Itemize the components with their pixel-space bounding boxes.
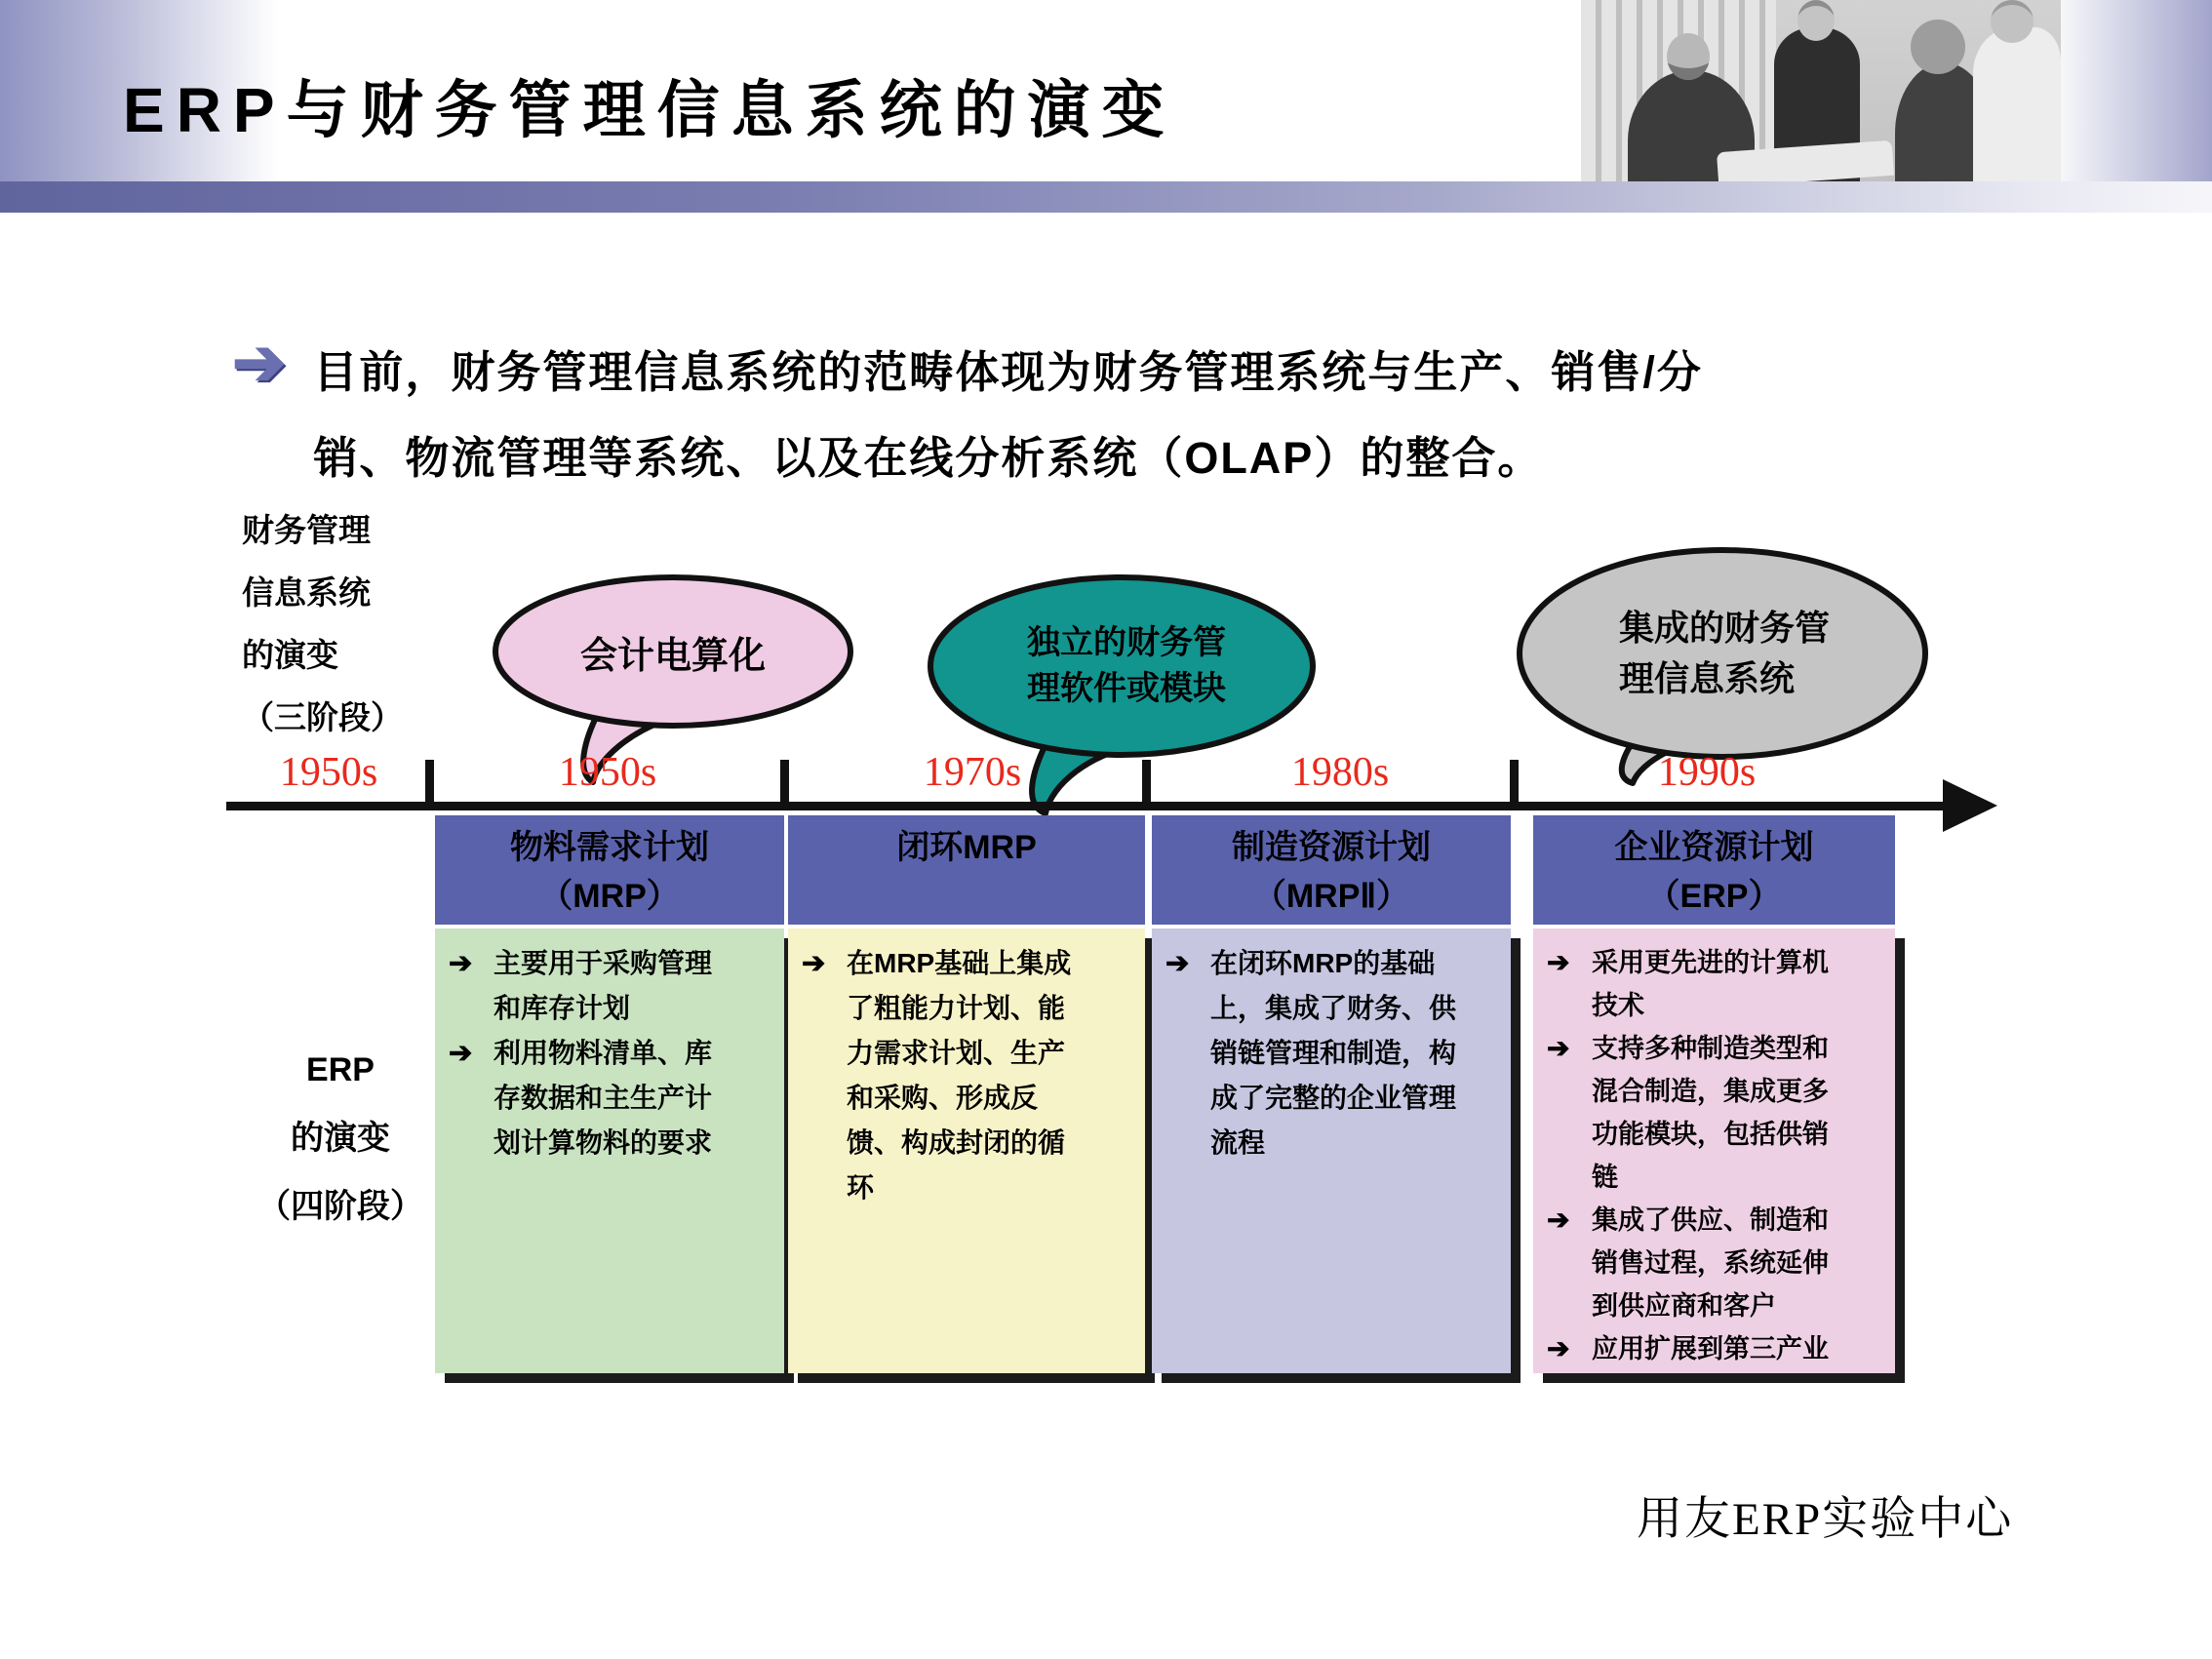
timeline-year-label: 1950s [279, 750, 378, 795]
stage-bullet [1547, 941, 1883, 1027]
bubble-text [488, 573, 858, 730]
stage-bullet [1547, 1027, 1883, 1199]
bullet-text: 采用更先进的计算机技术 [1592, 948, 1829, 1020]
bullet-text: 在闭环MRP的基础上，集成了财务、供销链管理和制造，构成了完整的企业管理流程 [1210, 948, 1457, 1158]
title-underline-bar [0, 181, 2212, 213]
fmis-label-line: 的演变 [242, 637, 338, 673]
timeline-tick [1510, 760, 1519, 805]
bullet-arrow-icon: ➔ [449, 948, 473, 979]
intro-text [313, 330, 1703, 501]
bullet-text: 应用扩展到第三产业 [1592, 1334, 1829, 1363]
timeline-tick [1142, 760, 1151, 805]
bubble-line: 独立的财务管 [1027, 624, 1226, 661]
footer-credit: 用友ERP实验中心 [1637, 1494, 2014, 1545]
timeline-year-label: 1950s [558, 750, 657, 795]
stage-header-line: 企业资源计划 [1614, 829, 1814, 866]
intro-arrow-icon: ➔ [232, 326, 287, 398]
bubble-line: 理软件或模块 [1027, 670, 1226, 707]
stage-header-line: 闭环MRP [896, 829, 1037, 866]
photo-seated-man-head [1667, 33, 1710, 80]
stage-box-mrp2 [1152, 928, 1511, 1373]
bullet-text: 在MRP基础上集成了粗能力计划、能力需求计划、生产和采购、形成反馈、构成封闭的循环 [847, 948, 1072, 1203]
stage-bullet [1547, 1327, 1883, 1370]
stage-bullet [1165, 941, 1499, 1165]
bubble-line: 会计电算化 [579, 635, 766, 677]
bubble-text [927, 573, 1326, 759]
stage-box-erp [1533, 928, 1895, 1373]
speech-bubble-accounting-computerization [488, 573, 858, 793]
bullet-arrow-icon: ➔ [449, 1038, 473, 1069]
bullet-text: 支持多种制造类型和混合制造，集成更多功能模块，包括供销链 [1592, 1034, 1829, 1192]
stage-box-closed-loop-mrp [788, 928, 1145, 1373]
intro-line: 销、物流管理等系统、以及在线分析系统（OLAP）的整合。 [313, 433, 1544, 483]
stage-bullet [449, 941, 772, 1031]
stage-bullet [802, 941, 1133, 1210]
bubble-line: 理信息系统 [1619, 658, 1796, 698]
bullet-text: 利用物料清单、库存数据和主生产计划计算物料的要求 [494, 1038, 713, 1158]
bullet-arrow-icon: ➔ [1547, 1205, 1570, 1235]
stage-header-line: （MRP） [539, 878, 680, 915]
stage-header-erp [1533, 815, 1895, 925]
top-right-gradient [2046, 0, 2212, 181]
fmis-evolution-label [242, 499, 403, 749]
stage-bullet [449, 1031, 772, 1165]
erp-label-line: ERP [306, 1051, 375, 1088]
page-title: ERP与财务管理信息系统的演变 [123, 75, 1176, 145]
erp-evolution-label [238, 1036, 443, 1241]
timeline-arrowhead-icon [1943, 779, 1997, 832]
timeline-tick [780, 760, 789, 805]
bullet-arrow-icon: ➔ [1547, 1033, 1570, 1063]
stage-header-line: （MRPⅡ） [1252, 878, 1410, 915]
timeline-year-label: 1990s [1657, 750, 1757, 795]
stage-bullet [1547, 1199, 1883, 1327]
erp-label-line: 的演变 [291, 1120, 390, 1157]
bullet-arrow-icon: ➔ [802, 948, 826, 979]
stage-header-closed-loop-mrp [788, 815, 1145, 925]
fmis-label-line: （三阶段） [242, 699, 403, 735]
erp-label-line: （四阶段） [257, 1188, 423, 1225]
bullet-arrow-icon: ➔ [1547, 1333, 1570, 1363]
fmis-label-line: 财务管理 [242, 512, 371, 548]
bullet-text: 集成了供应、制造和销售过程，系统延伸到供应商和客户 [1592, 1205, 1829, 1321]
stage-header-line: 物料需求计划 [510, 829, 709, 866]
fmis-label-line: 信息系统 [242, 574, 371, 611]
photo-white-shirt-man-head [1991, 0, 2034, 43]
photo-curly-woman-head [1911, 20, 1965, 74]
bullet-arrow-icon: ➔ [1547, 947, 1570, 977]
timeline-year-label: 1980s [1290, 750, 1390, 795]
bubble-text [1510, 544, 1939, 763]
photo-white-shirt-man [1973, 27, 2061, 181]
intro-line: 目前，财务管理信息系统的范畴体现为财务管理系统与生产、销售/分 [313, 347, 1703, 397]
bubble-line: 集成的财务管 [1619, 608, 1831, 648]
bullet-arrow-icon: ➔ [1165, 948, 1190, 979]
stage-header-mrp [435, 815, 784, 925]
timeline-year-label: 1970s [923, 750, 1022, 795]
stage-header-line: 制造资源计划 [1232, 829, 1431, 866]
intro-bullet [232, 326, 1703, 501]
photo-standing-woman-head [1797, 0, 1835, 41]
timeline-tick [425, 760, 434, 805]
stage-header-mrp2 [1152, 815, 1511, 925]
bullet-text: 主要用于采购管理和库存计划 [494, 948, 713, 1023]
stage-header-line: （ERP） [1646, 878, 1782, 915]
stage-box-mrp [435, 928, 784, 1373]
timeline-axis [226, 802, 1946, 810]
office-meeting-photo [1581, 0, 2061, 181]
